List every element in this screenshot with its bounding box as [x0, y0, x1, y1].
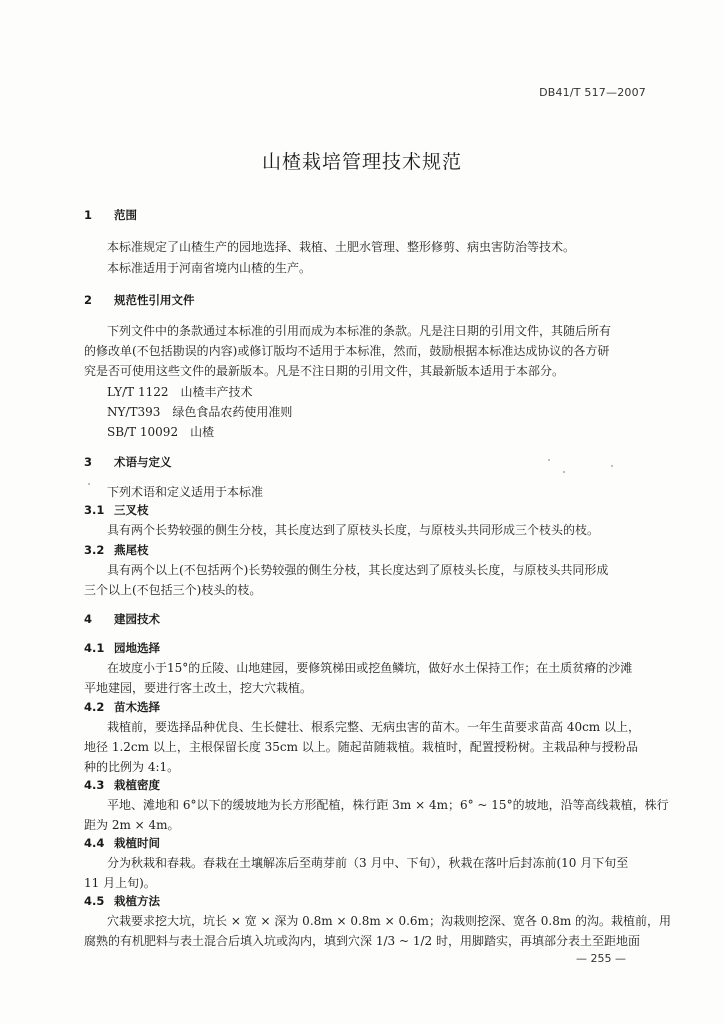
- scan-speck: [88, 483, 90, 485]
- scan-speck: [548, 459, 550, 461]
- paragraph: 三个以上(不包括三个)枝头的枝。: [84, 583, 262, 597]
- section-heading-1: 1 范围: [84, 208, 137, 222]
- section-heading-3: 3 术语与定义: [84, 455, 172, 469]
- paragraph: 下列文件中的条款通过本标准的引用而成为本标准的条款。凡是注日期的引用文件，其随后所有: [107, 324, 612, 338]
- subsection-heading: 4.2 苗木选择: [84, 700, 160, 714]
- subsection-heading: 4.1 园地选择: [84, 641, 160, 655]
- paragraph: 距为 2m × 4m。: [84, 818, 180, 832]
- scan-speck: [611, 465, 613, 467]
- scan-speck: [563, 471, 565, 473]
- paragraph: 的修改单(不包括勘误的内容)或修订版均不适用于本标准，然而，鼓励根据本标准达成协议的各方研: [84, 344, 610, 358]
- document-code: DB41/T 517—2007: [539, 86, 646, 99]
- page-title: 山楂栽培管理技术规范: [261, 151, 462, 173]
- paragraph: 分为秋栽和春栽。春栽在土壤解冻后至萌芽前（3 月中、下旬），秋栽在落叶后封冻前(10 月下旬至: [107, 856, 629, 870]
- paragraph: 种的比例为 4:1。: [84, 760, 180, 774]
- subsection-heading: 4.3 栽植密度: [84, 778, 160, 792]
- paragraph: 具有两个以上(不包括两个)长势较强的侧生分枝，其长度达到了原枝头长度，与原枝头共同形成: [107, 563, 609, 577]
- subsection-heading: 4.5 栽植方法: [84, 894, 160, 908]
- paragraph: 下列术语和定义适用于本标准: [107, 485, 264, 499]
- subsection-heading: 3.2 燕尾枝: [84, 543, 149, 557]
- section-heading-2: 2 规范性引用文件: [84, 293, 195, 307]
- subsection-heading: 3.1 三叉枝: [84, 503, 149, 517]
- paragraph: 本标准适用于河南省境内山楂的生产。: [107, 261, 312, 275]
- reference-item: NY/T393 绿色食品农药使用准则: [107, 405, 293, 419]
- paragraph: 栽植前，要选择品种优良、生长健壮、根系完整、无病虫害的苗木。一年生苗要求苗高 40cm 以上，: [107, 720, 641, 734]
- paragraph: 平地、滩地和 6°以下的缓坡地为长方形配植，株行距 3m × 4m；6° ~ 15°的坡地，沿等高线栽植，株行: [107, 798, 669, 812]
- subsection-heading: 4.4 栽植时间: [84, 836, 160, 850]
- reference-item: LY/T 1122 山楂丰产技术: [107, 385, 253, 399]
- reference-item: SB/T 10092 山楂: [107, 425, 215, 439]
- paragraph: 究是否可使用这些文件的最新版本。凡是不注日期的引用文件，其最新版本适用于本部分。: [84, 364, 565, 378]
- section-heading-4: 4 建园技术: [84, 612, 160, 626]
- paragraph: 11 月上旬)。: [84, 876, 156, 890]
- paragraph: 在坡度小于15°的丘陵、山地建园，要修筑梯田或挖鱼鳞坑，做好水土保持工作；在土质贫瘠的沙滩: [107, 661, 633, 675]
- paragraph: 平地建园，要进行客土改土，挖大穴栽植。: [84, 681, 313, 695]
- paragraph: 地径 1.2cm 以上，主根保留长度 35cm 以上。随起苗随栽植。栽植时，配置授粉树。主栽品种与授粉品: [84, 740, 638, 754]
- paragraph: 本标准规定了山楂生产的园地选择、栽植、土肥水管理、整形修剪、病虫害防治等技术。: [107, 240, 576, 254]
- page-number: — 255 —: [576, 952, 626, 965]
- paragraph: 穴栽要求挖大坑，坑长 × 宽 × 深为 0.8m × 0.8m × 0.6m；沟栽则挖深、宽各 0.8m 的沟。栽植前，用: [107, 914, 672, 928]
- paragraph: 腐熟的有机肥料与表土混合后填入坑或沟内，填到穴深 1/3 ~ 1/2 时，用脚踏实，再填部分表土至距地面: [84, 934, 640, 948]
- paragraph: 具有两个长势较强的侧生分枝，其长度达到了原枝头长度，与原枝头共同形成三个枝头的枝。: [107, 523, 600, 537]
